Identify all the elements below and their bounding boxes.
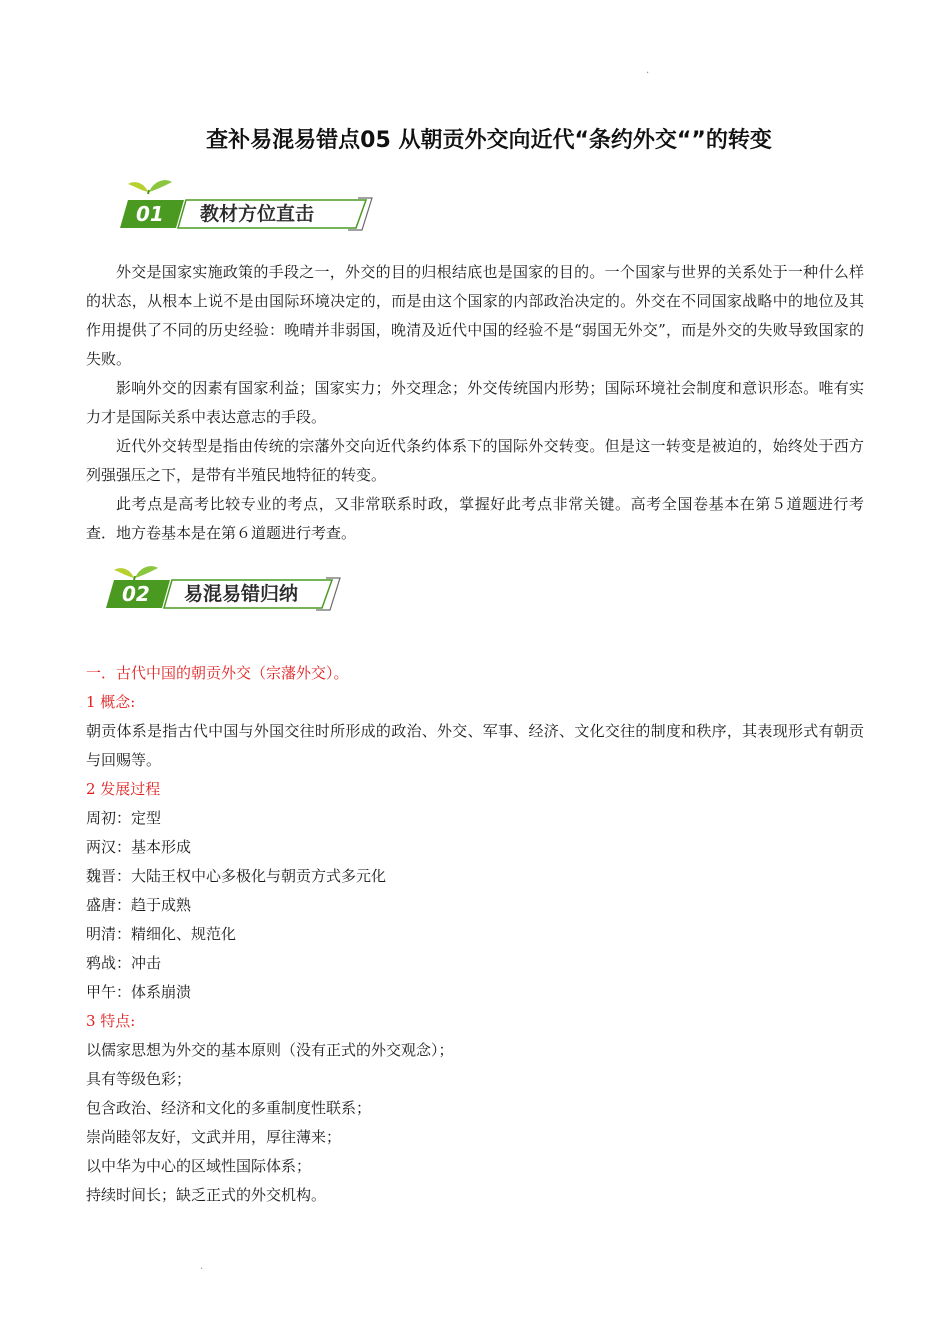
- heading-tributary-diplomacy: 一．古代中国的朝贡外交（宗藩外交）。: [86, 664, 349, 682]
- section-label: 易混易错归纳: [184, 583, 299, 605]
- decorative-dot-bottom: .: [200, 1261, 204, 1272]
- feature-item: 以中华为中心的区域性国际体系；: [86, 1157, 312, 1175]
- leaf-icon: [114, 566, 158, 580]
- feature-item: 崇尚睦邻友好，文武并用，厚往薄来；: [86, 1128, 342, 1146]
- decorative-dot-top: .: [646, 65, 650, 76]
- development-item: 魏晋：大陆王权中心多极化与朝贡方式多元化: [86, 867, 387, 885]
- development-item: 两汉：基本形成: [86, 838, 192, 856]
- development-item: 明清：精细化、规范化: [86, 925, 237, 943]
- intro-paragraph: 外交是国家实施政策的手段之一，外交的目的归根结底也是国家的目的。一个国家与世界的关系处于一种什么样的状态，从根本上说不是由国际环境决定的，而是由这个国家的内部政治决定的。外交在不同国家战略中的地位及其作用提供了不同的历史经验：晚晴并非弱国，晚清及近代中国的经验不是“弱国无外交”，而是外交的失败导致国家的失败。: [86, 263, 864, 368]
- page-title: 查补易混易错点05 从朝贡外交向近代“条约外交“”的转变: [206, 128, 772, 153]
- development-item: 周初：定型: [86, 809, 162, 827]
- feature-item: 以儒家思想为外交的基本原则（没有正式的外交观念）；: [86, 1041, 454, 1059]
- intro-paragraph: 影响外交的因素有国家利益；国家实力；外交理念；外交传统国内形势；国际环境社会制度和意识形态。唯有实力才是国际关系中表达意志的手段。: [86, 379, 864, 426]
- development-item: 盛唐：趋于成熟: [86, 896, 192, 914]
- section-number: 02: [122, 582, 150, 606]
- section-header-2: [104, 562, 364, 622]
- features-heading: 3 特点:: [86, 1012, 136, 1030]
- development-item: 鸦战：冲击: [86, 954, 162, 972]
- leaf-icon: [128, 180, 172, 194]
- development-heading: 2 发展过程: [86, 780, 161, 798]
- main-content: [86, 659, 864, 1210]
- section-number: 01: [136, 202, 164, 226]
- intro-paragraph: 近代外交转型是指由传统的宗藩外交向近代条约体系下的国际外交转变。但是这一转变是被迫的，始终处于西方列强强压之下，是带有半殖民地特征的转变。: [86, 437, 864, 484]
- intro-paragraph: 此考点是高考比较专业的考点，又非常联系时政，掌握好此考点非常关键。高考全国卷基本在第５道题进行考查．地方卷基本是在第６道题进行考查。: [86, 495, 864, 542]
- development-item: 甲午：体系崩溃: [86, 983, 192, 1001]
- concept-text: 朝贡体系是指古代中国与外国交往时所形成的政治、外交、军事、经济、文化交往的制度和秩序，其表现形式有朝贡与回赐等。: [86, 722, 864, 769]
- concept-heading: 1 概念:: [86, 693, 136, 711]
- feature-item: 持续时间长；缺乏正式的外交机构。: [86, 1186, 327, 1204]
- feature-item: 包含政治、经济和文化的多重制度性联系；: [86, 1099, 372, 1117]
- section-label: 教材方位直击: [200, 203, 315, 225]
- section-header-1: [118, 176, 378, 236]
- feature-item: 具有等级色彩；: [86, 1070, 192, 1088]
- intro-text: [86, 258, 864, 548]
